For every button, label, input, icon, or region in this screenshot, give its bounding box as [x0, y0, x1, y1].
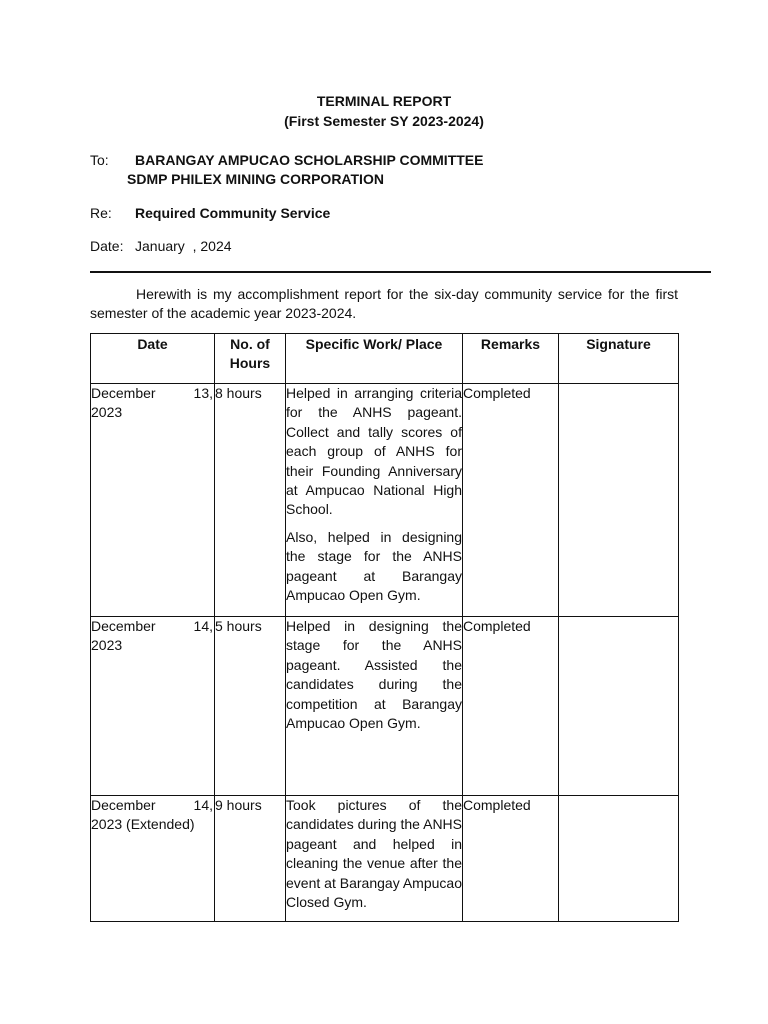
intro-text: Herewith is my accomplishment report for the six-day community service for the first semester of the academic year 2023-2024. — [90, 286, 678, 321]
date-first-line — [91, 384, 214, 403]
work-paragraph: Took pictures of the candidates during the ANHS pageant and helped in cleaning the venue after the event at Barangay Ampucao Closed Gym. — [286, 797, 462, 911]
date-line — [90, 238, 232, 254]
header-signature: Signature — [559, 334, 679, 384]
re-label: Re: — [90, 205, 112, 221]
header-work: Specific Work/ Place — [286, 334, 463, 384]
date-month: December — [91, 797, 156, 813]
work-paragraph: Helped in arranging criteria for the ANHS pageant. Collect and tally scores of each group of ANHS for their Founding Anniversary at Ampucao National High School. — [286, 385, 462, 518]
cell-remarks: Completed — [463, 384, 559, 617]
date-month: December — [91, 618, 156, 634]
cell-hours: 9 hours — [215, 796, 286, 922]
header-hours-text: No. of Hours — [229, 336, 271, 372]
header-date: Date — [91, 334, 215, 384]
cell-date — [91, 796, 215, 922]
cell-work — [286, 796, 463, 922]
date-value: January , 2024 — [135, 238, 232, 254]
table-row — [91, 796, 679, 922]
cell-work — [286, 384, 463, 617]
table-header-row — [91, 334, 679, 384]
re-subject: Required Community Service — [135, 205, 331, 221]
cell-signature — [559, 384, 679, 617]
to-recipient-1: BARANGAY AMPUCAO SCHOLARSHIP COMMITTEE — [135, 152, 484, 168]
cell-date — [91, 617, 215, 796]
to-recipient-2: SDMP PHILEX MINING CORPORATION — [127, 171, 384, 187]
date-first-line — [91, 617, 214, 636]
report-subtitle: (First Semester SY 2023-2024) — [284, 113, 484, 129]
cell-signature — [559, 796, 679, 922]
work-paragraph: Helped in designing the stage for the ANHS pageant. Assisted the candidates during the competition at Barangay Ampucao Open Gym. — [286, 618, 462, 732]
cell-remarks: Completed — [463, 617, 559, 796]
cell-hours: 8 hours — [215, 384, 286, 617]
work-paragraph: Also, helped in designing the stage for the ANHS pageant at Barangay Ampucao Open Gym. — [286, 528, 462, 604]
date-year: 2023 (Extended) — [91, 816, 195, 833]
table-row — [91, 384, 679, 617]
cell-date — [91, 384, 215, 617]
cell-signature — [559, 617, 679, 796]
date-day: 13, — [193, 385, 213, 401]
to-label: To: — [90, 152, 109, 168]
cell-work — [286, 617, 463, 796]
cell-remarks: Completed — [463, 796, 559, 922]
header-hours — [215, 334, 286, 384]
report-title: TERMINAL REPORT — [316, 93, 452, 109]
divider-rule — [90, 271, 711, 273]
date-first-line — [91, 796, 214, 815]
table-row — [91, 617, 679, 796]
report-table — [90, 333, 679, 922]
date-label: Date: — [90, 238, 124, 254]
date-day: 14, — [193, 797, 213, 813]
intro-paragraph — [90, 285, 678, 323]
to-line — [90, 152, 483, 168]
date-month: December — [91, 385, 156, 401]
cell-hours: 5 hours — [215, 617, 286, 796]
date-day: 14, — [193, 618, 213, 634]
date-year: 2023 — [91, 637, 123, 654]
date-year: 2023 — [91, 404, 123, 421]
header-remarks: Remarks — [463, 334, 559, 384]
re-line — [90, 205, 330, 221]
